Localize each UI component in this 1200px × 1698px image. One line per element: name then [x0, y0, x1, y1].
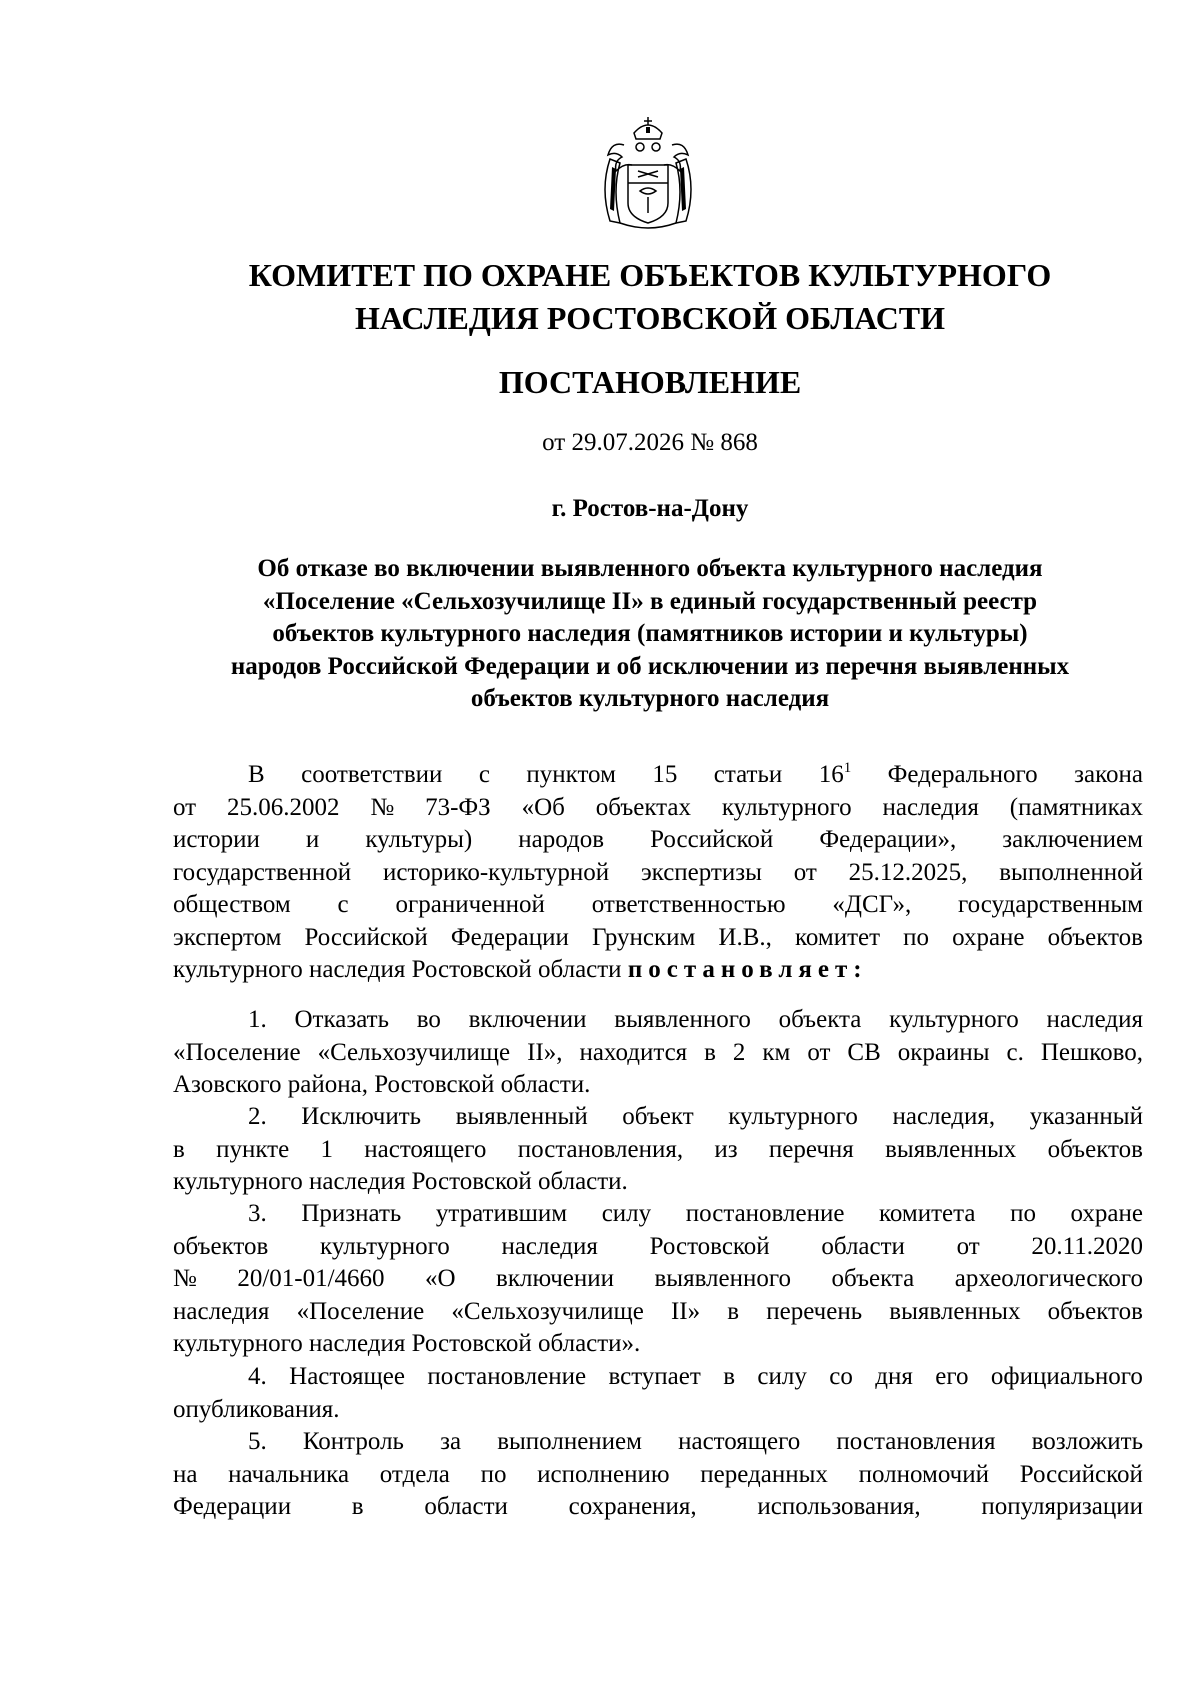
word: силу: [601, 1200, 652, 1227]
word: постановления,: [517, 1135, 684, 1163]
organization-name-line: КОМИТЕТ ПО ОХРАНЕ ОБЪЕКТОВ КУЛЬТУРНОГО: [248, 257, 1052, 293]
word: историко-культурной: [383, 858, 610, 886]
item-line: Азовского района, Ростовской области.: [173, 1071, 591, 1098]
word: Пешково,: [1040, 1038, 1143, 1066]
article-superscript: 1: [843, 760, 852, 776]
word: 73-ФЗ: [425, 793, 491, 821]
word: силу: [757, 1363, 807, 1390]
word: Федерации: [173, 1493, 292, 1520]
word: с: [337, 891, 349, 918]
preamble-line: культурного наследия Ростовской области постановляет:: [173, 956, 868, 983]
word: в: [351, 1493, 364, 1520]
word: 1: [320, 1135, 333, 1163]
word: из: [714, 1135, 738, 1163]
word: II»: [670, 1297, 701, 1325]
word: с.: [1006, 1038, 1024, 1066]
word: Ростовской: [649, 1232, 770, 1260]
word: «Об: [521, 793, 565, 821]
word: (памятниках: [1009, 793, 1143, 821]
word: во: [416, 1006, 441, 1033]
item-line: [173, 1263, 1143, 1296]
word: экспертизы: [640, 858, 762, 886]
article-number: $16^1$: [818, 760, 852, 788]
word: переданных: [700, 1460, 828, 1488]
word: со: [829, 1363, 853, 1390]
word: настоящего: [364, 1135, 487, 1163]
word: ответственностью: [591, 891, 786, 918]
item-line: [173, 1491, 1143, 1524]
item-5: [173, 1426, 1143, 1524]
word: Настоящее: [289, 1363, 405, 1390]
organization-name: [150, 254, 1150, 340]
word: исполнению: [537, 1460, 670, 1488]
word: выявленного: [614, 1006, 751, 1033]
word: обществом: [173, 891, 291, 918]
word: истории: [173, 826, 260, 853]
word: по: [903, 923, 929, 951]
preamble-line: [173, 857, 1143, 890]
document-subject: [150, 553, 1150, 716]
word: перечня: [768, 1135, 854, 1163]
word: за: [440, 1428, 462, 1455]
word: постановления: [836, 1428, 996, 1455]
word: культуры): [365, 826, 473, 853]
word: дня: [875, 1363, 913, 1390]
word: возложить: [1031, 1428, 1143, 1455]
preamble-line: [173, 792, 1143, 825]
preamble-line: [173, 889, 1143, 922]
word: наследия: [501, 1232, 598, 1260]
item-line: опубликования.: [173, 1395, 340, 1423]
word: настоящего: [678, 1428, 801, 1455]
word: «ДСГ»,: [832, 891, 912, 918]
word: 25.12.2025,: [848, 858, 968, 886]
word: выполнением: [497, 1428, 642, 1455]
word: на: [173, 1460, 198, 1488]
word: от: [793, 858, 817, 886]
document-city: г. Ростов-на-Дону: [551, 495, 749, 522]
word: выявленный: [455, 1103, 588, 1130]
word: культурного: [889, 1006, 1019, 1033]
word: объектов: [1047, 1297, 1143, 1325]
word: охране: [1070, 1200, 1143, 1227]
word: пункте: [216, 1135, 290, 1163]
word: 5.: [248, 1428, 267, 1455]
coat-of-arms-icon: [594, 111, 702, 233]
resolve-word: постановляет:: [627, 956, 868, 983]
item-line: [173, 1198, 1143, 1231]
word: наследия: [1046, 1006, 1143, 1033]
word: сохранения,: [568, 1493, 697, 1520]
preamble-paragraph: [173, 759, 1143, 987]
subject-line: объектов культурного наследия (памятников истории и культуры): [272, 620, 1028, 647]
word: археологического: [954, 1265, 1143, 1292]
word: постановление: [427, 1363, 587, 1390]
word: «Сельхозучилище: [317, 1038, 511, 1066]
word: Признать: [301, 1200, 402, 1227]
item-line: [173, 1037, 1143, 1070]
item-line: [173, 1459, 1143, 1492]
word: от: [956, 1232, 980, 1260]
word: культурного: [728, 1103, 858, 1130]
word: государственным: [958, 891, 1143, 918]
word: популяризации: [981, 1493, 1143, 1520]
word: находится: [579, 1038, 688, 1066]
word: выявленных: [889, 1297, 1021, 1325]
word: в: [723, 1363, 736, 1390]
word: постановление: [685, 1200, 845, 1227]
word: наследия: [173, 1297, 270, 1325]
word: области: [424, 1493, 508, 1520]
word: культурного: [320, 1232, 450, 1260]
word: отдела: [379, 1460, 450, 1488]
word: вступает: [608, 1363, 701, 1390]
word: объектов: [1047, 1135, 1143, 1163]
word: полномочий: [858, 1460, 990, 1488]
word: культурного: [721, 793, 852, 821]
word: Российской: [1019, 1460, 1143, 1488]
word: ограниченной: [395, 891, 545, 918]
word: Федерации: [450, 923, 569, 951]
item-3: [173, 1198, 1143, 1361]
word: 4.: [248, 1363, 267, 1390]
word: перечень: [766, 1297, 863, 1325]
word: Исключить: [301, 1103, 422, 1130]
word: СВ: [847, 1038, 881, 1066]
item-line: культурного наследия Ростовской области».: [173, 1330, 641, 1357]
word: «Поселение: [296, 1297, 425, 1325]
word: «Поселение: [173, 1038, 301, 1066]
word: №: [173, 1265, 197, 1292]
word: комитета: [879, 1200, 976, 1227]
word: объектах: [595, 793, 691, 821]
word: окраины: [897, 1038, 990, 1066]
word: 25.06.2002: [226, 793, 340, 821]
item-2: [173, 1101, 1143, 1199]
word: II»,: [527, 1038, 563, 1066]
word: 2: [732, 1038, 746, 1066]
word: его: [935, 1363, 969, 1390]
word: государственной: [173, 858, 352, 886]
item-line: [173, 1296, 1143, 1329]
word: заключением: [1002, 826, 1143, 853]
document-type: ПОСТАНОВЛЕНИЕ: [498, 364, 802, 400]
word: наследия,: [892, 1103, 996, 1130]
word: И.В.,: [718, 923, 772, 951]
word: км: [762, 1038, 791, 1066]
word: в: [727, 1297, 740, 1325]
subject-line: объектов культурного наследия: [470, 685, 830, 712]
organization-name-line: НАСЛЕДИЯ РОСТОВСКОЙ ОБЛАСТИ: [354, 300, 946, 336]
word: наследия: [882, 793, 979, 821]
word: официального: [990, 1363, 1143, 1390]
word: в: [704, 1038, 716, 1066]
word: экспертом: [173, 923, 282, 951]
subject-line: Об отказе во включении выявленного объекта культурного наследия: [257, 555, 1043, 582]
word: 20.11.2020: [1031, 1232, 1143, 1260]
word: от: [807, 1038, 831, 1066]
word: области: [821, 1232, 905, 1260]
document-date-number: от 29.07.2026 № 868: [542, 429, 758, 456]
word: объектов: [173, 1232, 269, 1260]
item-line: [173, 1004, 1143, 1037]
word: объектов: [1047, 923, 1143, 951]
word: выявленного: [654, 1265, 792, 1292]
word: использования,: [757, 1493, 921, 1520]
item-line: [173, 1231, 1143, 1264]
word: объект: [622, 1103, 694, 1130]
item-line: культурного наследия Ростовской области.: [173, 1168, 628, 1195]
word: объекта: [831, 1265, 915, 1292]
word: 20/01-01/4660: [237, 1265, 385, 1292]
word: в: [173, 1135, 185, 1163]
word: «О: [425, 1265, 456, 1292]
word: включении: [496, 1265, 615, 1292]
item-4: [173, 1361, 1143, 1426]
word: по: [1010, 1200, 1036, 1227]
word: Федерации»,: [819, 826, 957, 853]
preamble-line: [173, 922, 1143, 955]
preamble-line: В соответствии с пунктом 15 статьи $16^1$ Федерального закона: [173, 759, 1143, 792]
item-line: [173, 1101, 1143, 1134]
word: от: [173, 793, 197, 821]
word: №: [370, 793, 395, 821]
word: Грунским: [591, 923, 696, 951]
word: выполненной: [999, 858, 1143, 886]
item-line: [173, 1134, 1143, 1167]
word: комитет: [794, 923, 881, 951]
word: народов: [518, 826, 605, 853]
word: выявленных: [885, 1135, 1017, 1163]
word: указанный: [1029, 1103, 1143, 1130]
word: Отказать: [294, 1006, 389, 1033]
word: и: [305, 826, 320, 853]
item-1: [173, 1004, 1143, 1102]
word: Российской: [650, 826, 774, 853]
word: Контроль: [302, 1428, 404, 1455]
word: утратившим: [435, 1200, 568, 1227]
subject-line: народов Российской Федерации и об исключении из перечня выявленных: [230, 652, 1070, 680]
subject-line: «Поселение «Сельхозучилище II» в единый государственный реестр: [262, 587, 1038, 615]
word: Российской: [304, 923, 428, 951]
word: по: [480, 1460, 507, 1488]
word: 1.: [248, 1006, 267, 1033]
preamble-line: [173, 824, 1143, 857]
word: 3.: [248, 1200, 267, 1227]
item-line: [173, 1361, 1143, 1394]
word: включении: [468, 1006, 587, 1033]
word: объекта: [778, 1006, 862, 1033]
word: начальника: [228, 1460, 350, 1488]
word: охране: [952, 923, 1025, 951]
word: «Сельхозучилище: [451, 1297, 644, 1325]
word: 2.: [248, 1103, 267, 1130]
item-line: [173, 1426, 1143, 1459]
